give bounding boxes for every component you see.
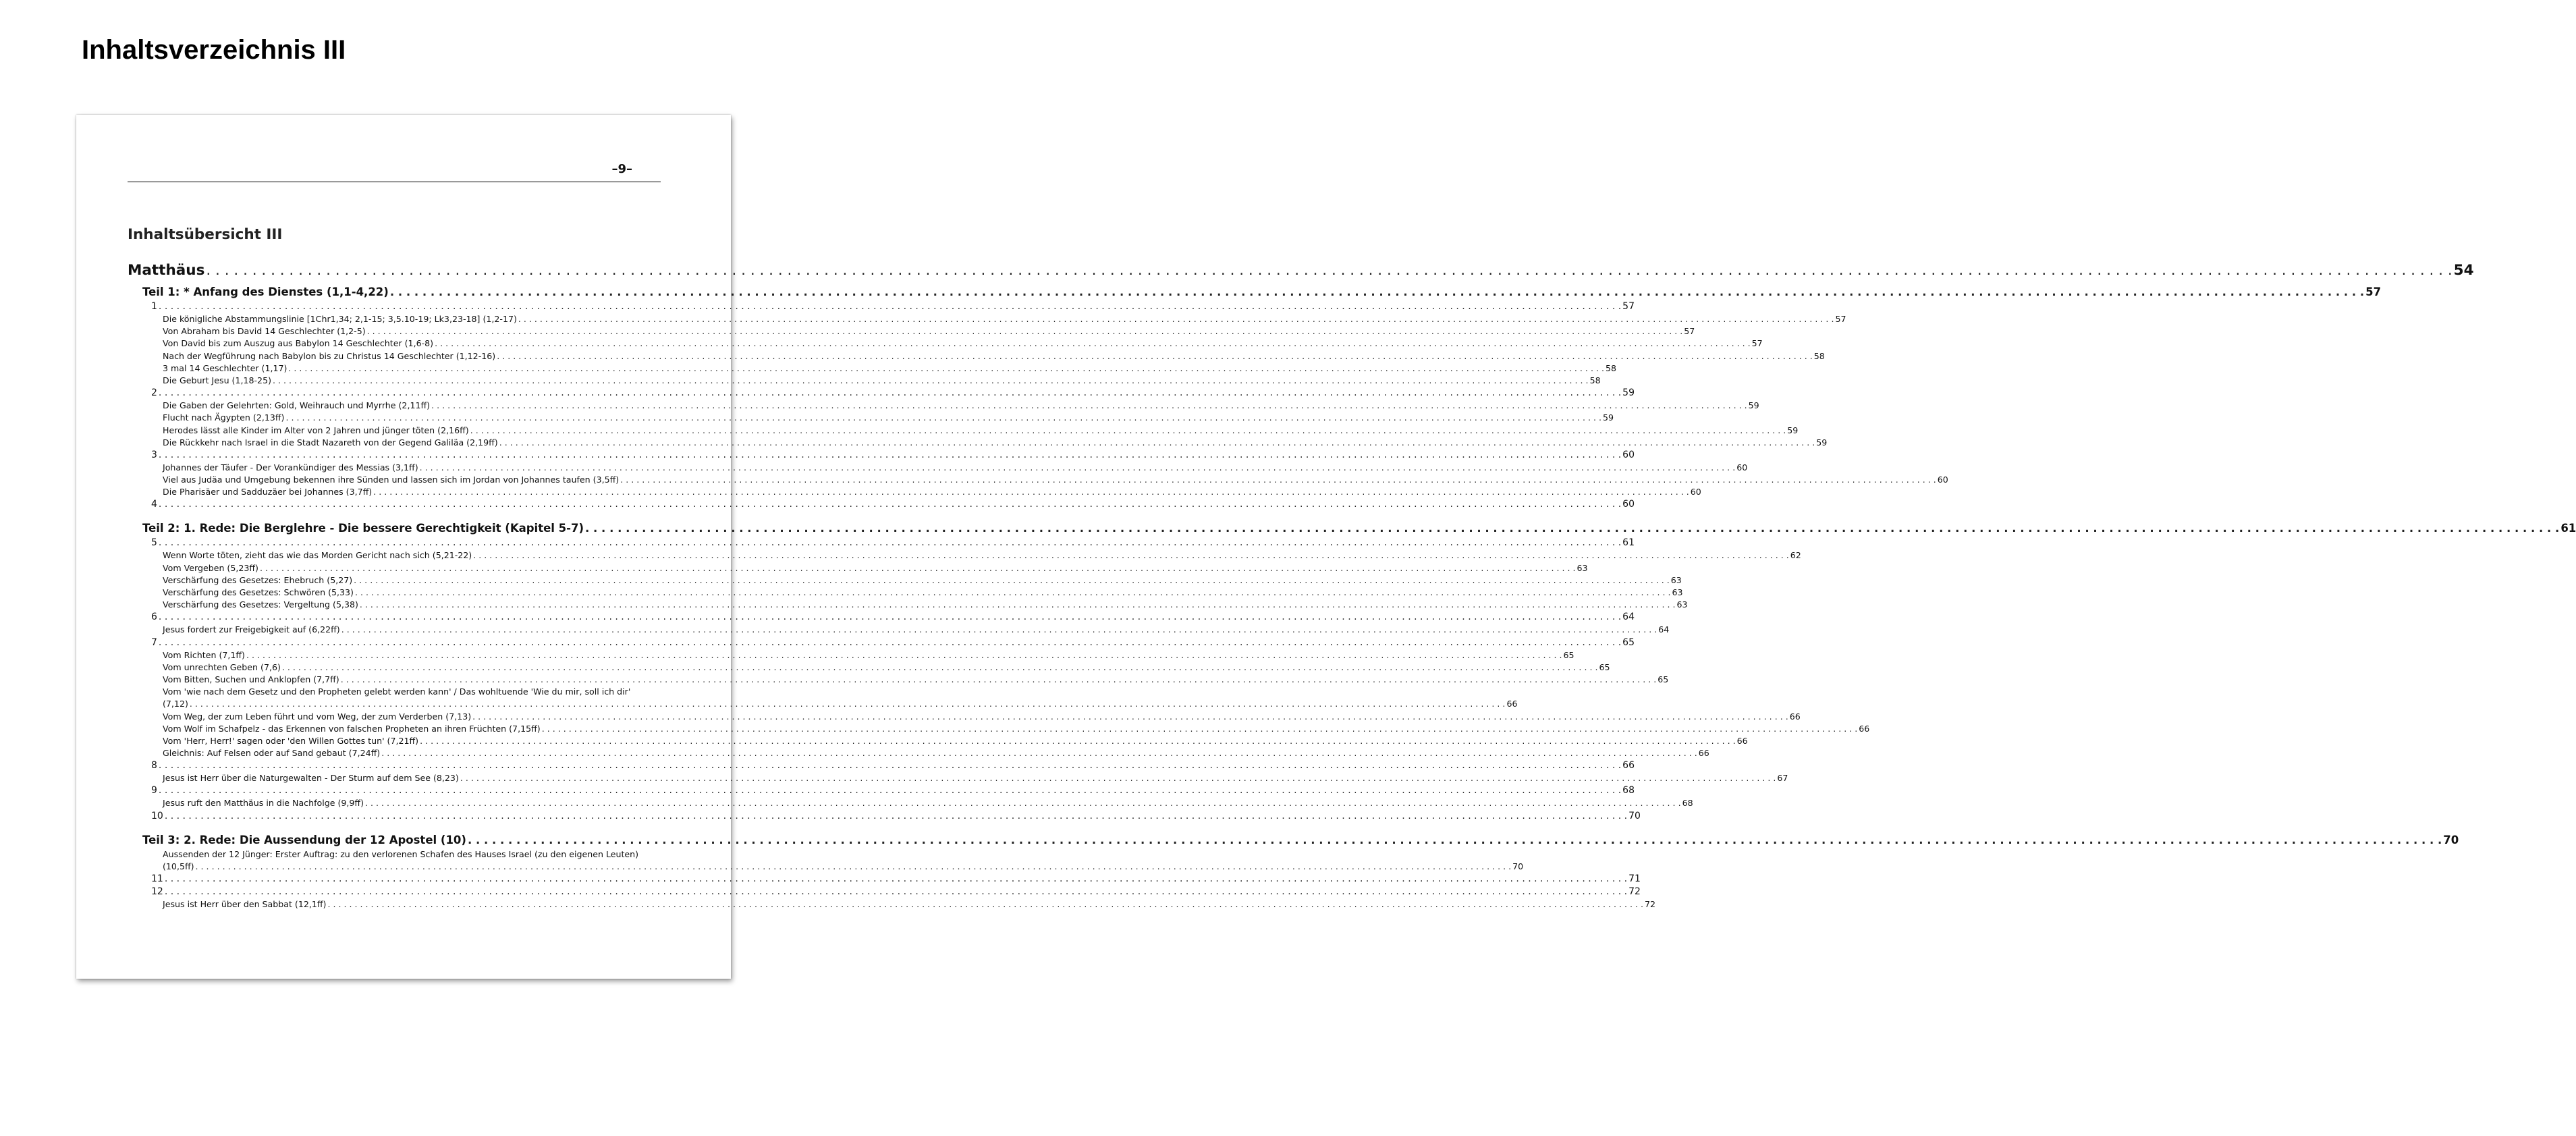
toc-section-entry[interactable] (128, 649, 1574, 661)
toc-chapter-entry-title: 1 (151, 301, 157, 312)
toc-section-entry[interactable] (128, 325, 1695, 337)
leader-dots (194, 861, 1513, 873)
table-of-contents (128, 258, 2576, 911)
toc-section-entry[interactable] (128, 797, 1693, 809)
toc-section-entry-page: 67 (1777, 773, 1788, 784)
toc-chapter-entry-page: 57 (1622, 301, 1635, 312)
toc-section-entry-page: 57 (1751, 338, 1763, 349)
toc-section-entry-title: Vom Weg, der zum Leben führt und vom Weg, der zum Verderben (7,13) (163, 711, 472, 722)
leader-dots (584, 520, 2560, 537)
toc-section-entry-page: 59 (1748, 400, 1759, 411)
toc-section-entry-page: 59 (1787, 425, 1799, 435)
toc-section-entry-title: Verschärfung des Gesetzes: Ehebruch (5,27) (163, 574, 353, 585)
toc-chapter-entry-title: 8 (151, 760, 157, 772)
toc-section-entry-title: Von Abraham bis David 14 Geschlechter (1,2-5) (163, 326, 366, 337)
leader-dots (389, 283, 2365, 300)
toc-section-entry-title: Gleichnis: Auf Felsen oder auf Sand gebaut (7,24ff) (163, 748, 381, 759)
toc-section-entry[interactable] (128, 747, 1709, 759)
toc-chapter-entry[interactable] (128, 300, 1635, 313)
toc-chapter-entry[interactable] (128, 759, 1635, 772)
leader-dots (433, 337, 1752, 350)
toc-section-entry-page: 57 (1684, 326, 1695, 337)
toc-section-entry-title: Verschärfung des Gesetzes: Schwören (5,33) (163, 587, 354, 597)
leader-dots (271, 375, 1590, 387)
toc-chapter-entry[interactable] (128, 873, 1641, 886)
toc-section-entry-title: Jesus ist Herr über den Sabbat (12,1ff) (163, 899, 327, 910)
toc-section-entry-page: 72 (1645, 899, 1656, 910)
toc-section-entry-continuation (163, 698, 1518, 710)
toc-section-entry-page: 60 (1736, 462, 1748, 472)
toc-part-entry[interactable] (128, 832, 2459, 848)
toc-chapter-entry-page: 65 (1622, 637, 1635, 648)
leader-dots (466, 832, 2443, 848)
leader-dots (281, 661, 1599, 674)
toc-section-entry-title: Vom Richten (7,1ff) (163, 649, 245, 660)
toc-section-entry-title: Vom 'Herr, Herr!' sagen oder 'den Willen Gottes tun' (7,21ff) (163, 735, 419, 746)
toc-section-entry[interactable] (128, 848, 1524, 873)
toc-section-entry-title: Vom unrechten Geben (7,6) (163, 661, 281, 672)
leader-dots (366, 325, 1684, 337)
toc-section-entry[interactable] (128, 735, 1748, 747)
toc-section-entry[interactable] (128, 486, 1701, 498)
toc-section-entry-page: 60 (1937, 475, 1948, 485)
leader-dots (364, 797, 1682, 809)
leader-dots (418, 462, 1737, 474)
toc-section-entry-title: Johannes der Täufer - Der Vorankündiger des Messias (3,1ff) (163, 462, 418, 472)
toc-section-entry-page: 62 (1790, 550, 1801, 561)
leader-dots (418, 735, 1737, 747)
toc-section-entry[interactable] (128, 474, 1948, 486)
page-number: –9– (611, 162, 632, 176)
toc-chapter-entry[interactable] (128, 886, 1641, 898)
toc-part-entry-page: 70 (2443, 833, 2459, 846)
toc-section-entry-title: Flucht nach Ägypten (2,13ff) (163, 412, 285, 423)
toc-section-entry-title: Die Rückkehr nach Israel in die Stadt Nazareth von der Gegend Galiläa (2,19ff) (163, 437, 498, 448)
leader-dots (157, 449, 1622, 462)
toc-section-entry[interactable] (128, 549, 1801, 562)
toc-section-entry-page: 70 (1512, 861, 1524, 871)
toc-section-entry-page: 58 (1589, 375, 1601, 385)
toc-section-entry-title: Jesus fordert zur Freigebigkeit auf (6,22ff) (163, 624, 340, 635)
leader-dots (157, 637, 1622, 649)
toc-section-entry-title: Jesus ist Herr über die Naturgewalten - Der Sturm auf dem See (8,23) (163, 773, 459, 784)
toc-section-entry[interactable] (128, 350, 1825, 362)
toc-chapter-entry-title: 7 (151, 637, 157, 648)
toc-chapter-entry-page: 61 (1622, 537, 1635, 549)
leader-dots (163, 810, 1628, 823)
toc-section-entry-page: 66 (1789, 711, 1801, 722)
toc-section-entry-page: 63 (1670, 574, 1682, 585)
leader-dots (287, 362, 1606, 375)
toc-section-entry-title: Vom Vergeben (5,23ff) (163, 562, 258, 573)
toc-section-entry-page: 65 (1657, 674, 1669, 684)
toc-section-entry-title: Von David bis zum Auszug aus Babylon 14 Geschlechter (1,6-8) (163, 338, 434, 349)
toc-chapter-entry-title: 6 (151, 612, 157, 623)
leader-dots (472, 549, 1790, 562)
toc-section-entry-page: 60 (1690, 487, 1701, 497)
toc-section-entry-page: 66 (1698, 748, 1709, 759)
toc-section-entry-page: 65 (1563, 649, 1574, 660)
document-page-preview (76, 115, 2576, 979)
toc-chapter-entry[interactable] (128, 784, 1635, 797)
toc-chapter-entry-page: 68 (1622, 785, 1635, 796)
toc-section-entry-page: 59 (1816, 437, 1828, 448)
toc-section-entry-page: 58 (1605, 362, 1616, 373)
toc-section-entry[interactable] (128, 400, 1759, 412)
leader-dots (459, 772, 1778, 784)
toc-part-entry-page: 61 (2560, 522, 2576, 535)
toc-section-entry[interactable] (128, 362, 1616, 375)
leader-dots (163, 886, 1628, 898)
toc-chapter-entry-title: 4 (151, 499, 157, 510)
toc-section-entry[interactable] (128, 674, 1669, 686)
leader-dots (372, 486, 1691, 498)
toc-part-entry-title: Teil 3: 2. Rede: Die Aussendung der 12 Apostel (10) (142, 833, 466, 846)
toc-section-entry-page: 68 (1682, 798, 1693, 809)
leader-dots (471, 711, 1790, 723)
leader-dots (339, 674, 1658, 686)
leader-dots (258, 562, 1577, 574)
toc-chapter-entry-page: 60 (1622, 499, 1635, 510)
toc-section-entry-page: 58 (1813, 350, 1825, 361)
leader-dots (157, 784, 1622, 797)
toc-section-entry-title: Die Gaben der Gelehrten: Gold, Weihrauch und Myrrhe (2,11ff) (163, 400, 431, 411)
toc-part-entry-title: Teil 1: * Anfang des Dienstes (1,1-4,22) (142, 286, 389, 298)
toc-section-entry[interactable] (128, 425, 1799, 437)
toc-section-entry[interactable] (128, 599, 1688, 611)
toc-chapter-entry-title: 3 (151, 449, 157, 460)
toc-chapter-entry-page: 70 (1628, 810, 1641, 821)
leader-dots (495, 350, 1814, 362)
toc-chapter-entry[interactable] (128, 387, 1635, 400)
leader-dots (284, 412, 1603, 424)
toc-chapter-entry-page: 60 (1622, 449, 1635, 460)
toc-part-entry-page: 57 (2365, 286, 2382, 298)
toc-book-title: Matthäus (128, 262, 205, 279)
toc-section-entry-page: 66 (1506, 699, 1518, 709)
toc-chapter-entry-title: 10 (151, 810, 163, 821)
toc-chapter-entry[interactable] (128, 498, 1635, 511)
toc-chapter-entry-page: 59 (1622, 387, 1635, 399)
leader-dots (163, 873, 1628, 886)
toc-chapter-entry[interactable] (128, 611, 1635, 624)
leader-dots (619, 474, 1938, 486)
toc-section-entry[interactable] (128, 412, 1614, 424)
leader-dots (354, 587, 1672, 599)
leader-dots (157, 300, 1622, 313)
toc-section-entry[interactable] (128, 587, 1683, 599)
toc-section-entry-continuation (163, 861, 1524, 873)
leader-dots (188, 698, 1507, 710)
leader-dots (380, 747, 1699, 759)
toc-section-entry-page: 59 (1603, 412, 1614, 423)
toc-chapter-entry-page: 64 (1622, 612, 1635, 623)
toc-section-entry-title: Die königliche Abstammungslinie [1Chr1,34; 2,1-15; 3,5.10-19; Lk3,23-18] (1,2-17) (163, 314, 517, 324)
toc-section-entry-title: Nach der Wegführung nach Babylon bis zu Christus 14 Geschlechter (1,12-16) (163, 350, 496, 361)
leader-dots (157, 387, 1622, 400)
toc-section-entry-title: Jesus ruft den Matthäus in die Nachfolge (9,9ff) (163, 798, 364, 809)
toc-chapter-entry-title: 11 (151, 873, 163, 885)
toc-section-entry[interactable] (128, 772, 1788, 784)
toc-section-entry-title: Vom Wolf im Schafpelz - das Erkennen von falschen Propheten an ihren Früchten (7,15ff) (163, 723, 541, 734)
toc-section-entry[interactable] (128, 723, 1870, 735)
leader-dots (541, 723, 1859, 735)
leader-dots (430, 400, 1749, 412)
toc-section-entry[interactable] (128, 562, 1588, 574)
toc-section-entry[interactable] (128, 624, 1670, 636)
leader-dots (245, 649, 1564, 661)
toc-section-entry[interactable] (128, 686, 1518, 710)
toc-section-entry-title: Herodes lässt alle Kinder im Alter von 2 Jahren und jünger töten (2,16ff) (163, 425, 469, 435)
toc-chapter-entry[interactable] (128, 537, 1635, 549)
leader-dots (204, 258, 2453, 283)
toc-part-entry-title: Teil 2: 1. Rede: Die Berglehre - Die bessere Gerechtigkeit (Kapitel 5-7) (142, 522, 584, 535)
toc-heading: Inhaltsübersicht III (128, 226, 283, 243)
toc-chapter-entry-title: 12 (151, 886, 163, 898)
toc-chapter-entry-title: 2 (151, 387, 157, 399)
toc-section-entry-title: Wenn Worte töten, zieht das wie das Morden Gericht nach sich (5,21-22) (163, 550, 472, 561)
leader-dots (157, 611, 1622, 624)
toc-section-entry-title: Die Pharisäer und Sadduzäer bei Johannes (3,7ff) (163, 487, 373, 497)
toc-section-entry-page: 63 (1672, 587, 1683, 597)
leader-dots (352, 574, 1671, 587)
leader-dots (340, 624, 1659, 636)
toc-section-entry-title: Vom 'wie nach dem Gesetz und den Propheten gelebt werden kann' / Das wohltuende 'Wie du mir, soll ich dir' (163, 686, 631, 697)
toc-section-entry[interactable] (128, 462, 1748, 474)
toc-chapter-entry-page: 71 (1628, 873, 1641, 885)
toc-section-entry[interactable] (128, 313, 1846, 325)
toc-section-entry-title-cont: (10,5ff) (163, 861, 194, 871)
toc-section-entry-page: 65 (1599, 661, 1610, 672)
toc-section-entry[interactable] (128, 574, 1682, 587)
toc-chapter-entry[interactable] (128, 449, 1635, 462)
toc-section-entry[interactable] (128, 898, 1656, 911)
leader-dots (157, 759, 1622, 772)
leader-dots (157, 498, 1622, 511)
toc-section-entry[interactable] (128, 711, 1801, 723)
toc-section-entry-title: Verschärfung des Gesetzes: Vergeltung (5,38) (163, 599, 358, 610)
toc-section-entry[interactable] (128, 661, 1610, 674)
toc-chapter-entry-title: 5 (151, 537, 157, 549)
toc-section-entry-title-cont: (7,12) (163, 699, 188, 709)
toc-book-page: 54 (2453, 262, 2474, 279)
toc-section-entry[interactable] (128, 437, 1828, 449)
toc-section-entry[interactable] (128, 337, 1763, 350)
toc-section-entry-title: Vom Bitten, Suchen und Anklopfen (7,7ff) (163, 674, 339, 684)
toc-chapter-entry[interactable] (128, 637, 1635, 649)
leader-dots (469, 425, 1788, 437)
toc-section-entry-page: 63 (1577, 562, 1588, 573)
toc-part-entry[interactable] (128, 520, 2576, 537)
toc-book-entry[interactable] (128, 258, 2474, 283)
leader-dots (326, 898, 1645, 911)
toc-section-entry-page: 64 (1658, 624, 1670, 635)
toc-section-entry-title: 3 mal 14 Geschlechter (1,17) (163, 362, 287, 373)
toc-chapter-entry-title: 9 (151, 785, 157, 796)
toc-part-entry[interactable] (128, 283, 2382, 300)
toc-section-entry-page: 66 (1736, 735, 1748, 746)
toc-chapter-entry-page: 72 (1628, 886, 1641, 898)
toc-chapter-entry[interactable] (128, 810, 1641, 823)
page-title: Inhaltsverzeichnis III (82, 35, 346, 65)
toc-section-entry[interactable] (128, 375, 1601, 387)
toc-section-entry-title: Viel aus Judäa und Umgebung bekennen ihre Sünden und lassen sich im Jordan von Johannes taufen (3,5ff) (163, 475, 620, 485)
leader-dots (498, 437, 1817, 449)
toc-section-entry-page: 57 (1835, 314, 1846, 324)
leader-dots (157, 537, 1622, 549)
toc-section-entry-title: Aussenden der 12 Jünger: Erster Auftrag: zu den verlorenen Schafen des Hauses Israel (zu den eigenen Leuten) (163, 848, 639, 859)
leader-dots (358, 599, 1677, 611)
toc-chapter-entry-page: 66 (1622, 760, 1635, 772)
toc-section-entry-page: 66 (1859, 723, 1870, 734)
toc-section-entry-title: Die Geburt Jesu (1,18-25) (163, 375, 271, 385)
leader-dots (517, 313, 1836, 325)
toc-section-entry-page: 63 (1676, 599, 1688, 610)
